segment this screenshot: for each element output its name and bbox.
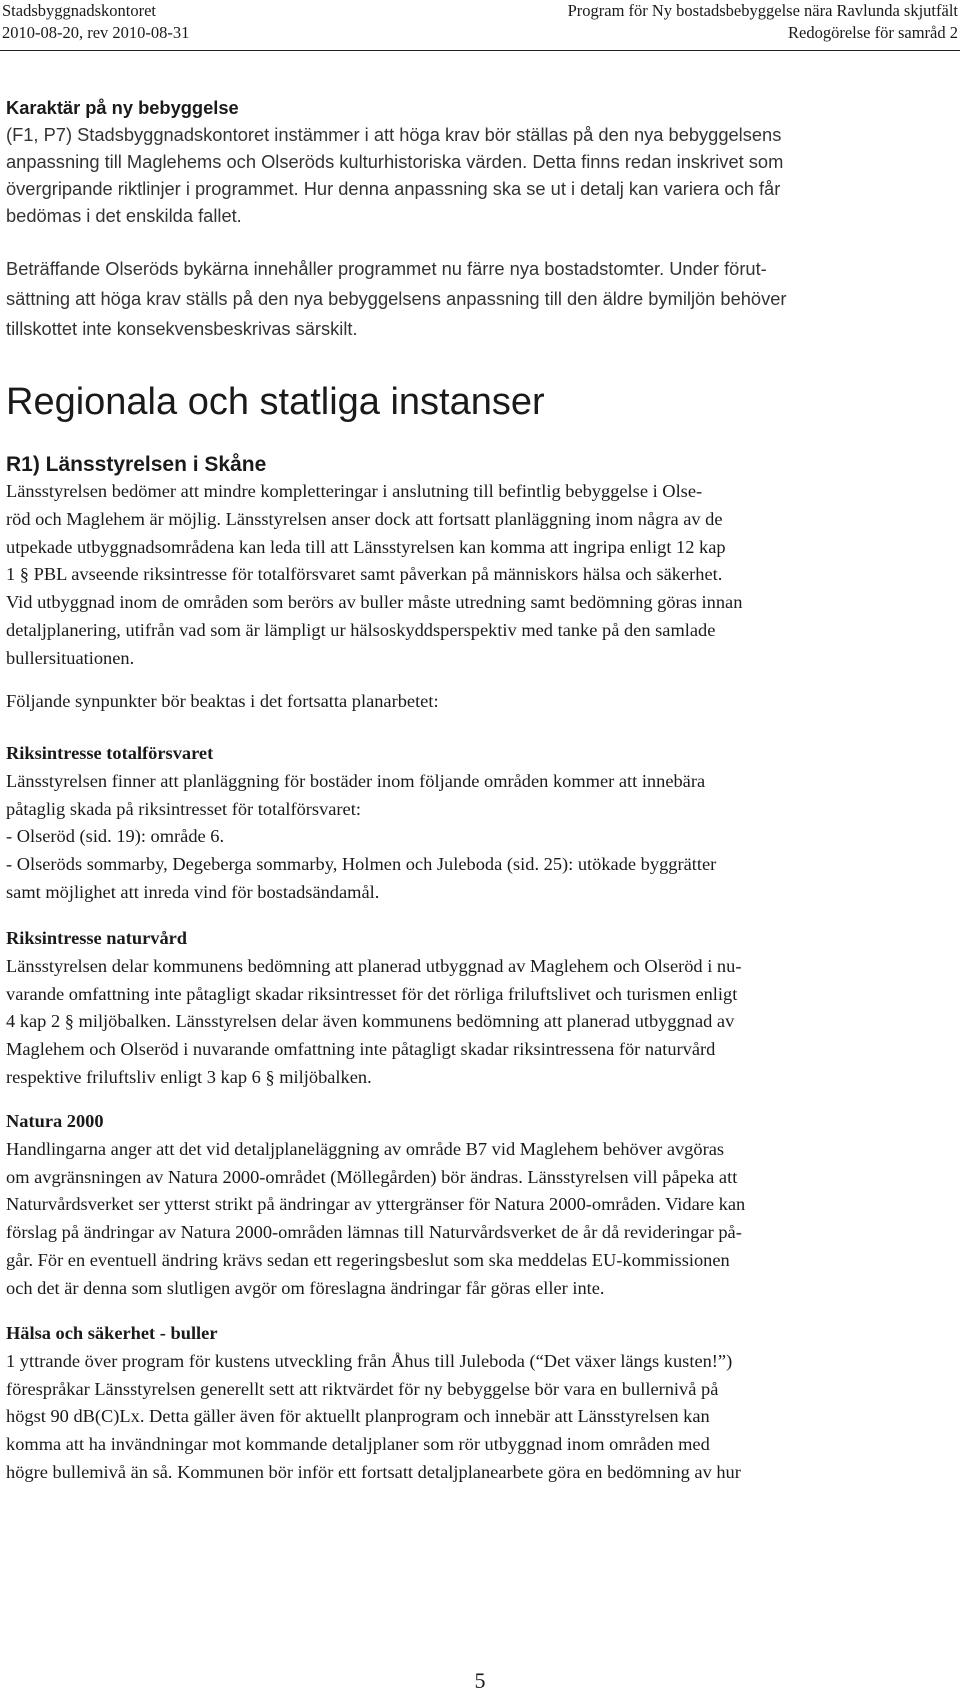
section-heading: Natura 2000 [6, 1111, 104, 1131]
page-section-title: Regionala och statliga instanser [6, 381, 545, 423]
text-line: utpekade utbyggnadsområdena kan leda till att Länsstyrelsen kan komma att ingripa enligt 12 kap [6, 536, 726, 557]
text-line: samt möjlighet att inreda vind för bostadsändamål. [6, 881, 380, 902]
text-line: - Olseröds sommarby, Degeberga sommarby, Holmen och Juleboda (sid. 25): utökade byggrätter [6, 854, 717, 875]
text-line: 1 yttrande över program för kustens utveckling från Åhus till Juleboda (“Det växer längs kusten!”) [6, 1350, 733, 1371]
following-points-text: Följande synpunkter bör beaktas i det fortsatta planarbetet: [6, 691, 439, 711]
text-line: sättning att höga krav ställs på den nya bebyggelsens anpassning till den äldre bymiljön behöver [6, 288, 787, 309]
lansstyrelsen-intro [6, 478, 956, 673]
text-line: Länsstyrelsen finner att planläggning för bostäder inom följande områden kommer att innebära [6, 770, 706, 791]
text-line: förslag på ändringar av Natura 2000-områden lämnas till Naturvårdsverket de år då revideringar på- [6, 1222, 742, 1243]
section-halsa-sakerhet-buller [6, 1320, 956, 1487]
text-line: anpassning till Maglehems och Olseröds kulturhistoriska värden. Detta finns redan inskrivet som [6, 151, 784, 172]
text-line: övergripande riktlinjer i programmet. Hur denna anpassning ska se ut i detalj kan variera och får [6, 178, 781, 199]
header-document-title: Redogörelse för samråd 2 [788, 23, 958, 42]
text-line: bedömas i det enskilda fallet. [6, 205, 242, 226]
text-line: går. För en eventuell ändring krävs sedan ett regeringsbeslut som ska meddelas EU-kommissionen [6, 1249, 730, 1270]
text-line: varande omfattning inte påtagligt skadar riksintresset för det rörliga friluftslivet och turismen enligt [6, 983, 738, 1004]
authority-heading: R1) Länsstyrelsen i Skåne [6, 453, 267, 476]
text-line: bullersituationen. [6, 647, 135, 668]
text-line: tillskottet inte konsekvensbeskrivas särskilt. [6, 318, 358, 339]
text-line: Naturvårdsverket ser ytterst strikt på ändringar av yttergränser för Natura 2000-områden. Vidare kan [6, 1194, 746, 1215]
header-date: 2010-08-20, rev 2010-08-31 [2, 23, 190, 42]
section-heading: Riksintresse naturvård [6, 928, 188, 948]
text-line: - Olseröd (sid. 19): område 6. [6, 826, 225, 847]
section-karaktar [6, 94, 956, 229]
karaktar-paragraph-1 [6, 121, 956, 229]
text-line: om avgränsningen av Natura 2000-området (Möllegården) bör ändras. Länsstyrelsen vill påpeka att [6, 1166, 738, 1187]
text-line: röd och Maglehem är möjlig. Länsstyrelsen anser dock att fortsatt planläggning inom några av de [6, 508, 723, 529]
text-line: 4 kap 2 § miljöbalken. Länsstyrelsen delar även kommunens bedömning att planerad utbyggnad av [6, 1011, 735, 1032]
text-line: påtaglig skada på riksintresset för totalförsvaret: [6, 798, 361, 819]
text-line: Maglehem och Olseröd i nuvarande omfattning inte påtagligt skadar riksintressena för naturvård [6, 1039, 716, 1060]
text-line: Handlingarna anger att det vid detaljplaneläggning av område B7 vid Maglehem behöver avgöras [6, 1138, 725, 1159]
text-line: Vid utbyggnad inom de områden som berörs av buller måste utredning samt bedömning göras innan [6, 592, 743, 613]
text-line: 1 § PBL avseende riksintresse för totalförsvaret samt påverkan på människors hälsa och säkerhet. [6, 564, 723, 585]
header-org: Stadsbyggnadskontoret [2, 1, 156, 20]
text-line: (F1, P7) Stadsbyggnadskontoret instämmer i att höga krav bör ställas på den nya bebyggelsens [6, 124, 782, 145]
text-line: Beträffande Olseröds bykärna innehåller programmet nu färre nya bostadstomter. Under förut- [6, 258, 767, 279]
text-line: komma att ha invändningar mot kommande detaljplaner som rör utbyggnad inom områden med [6, 1434, 710, 1455]
section-riksintresse-naturvard [6, 925, 956, 1092]
text-line: detaljplanering, utifrån vad som är lämpligt ur hälsoskyddsperspektiv med tanke på den samlade [6, 619, 716, 640]
text-line: Länsstyrelsen delar kommunens bedömning att planerad utbyggnad av Maglehem och Olseröd i nu- [6, 955, 742, 976]
text-line: Länsstyrelsen bedömer att mindre kompletteringar i anslutning till befintlig bebyggelse i Olse- [6, 481, 703, 501]
page-number: 5 [474, 1668, 486, 1693]
text-line: högre bullemivå än så. Kommunen bör inför ett fortsatt detaljplanearbete göra en bedömning av hur [6, 1461, 741, 1482]
section-riksintresse-totalforsvaret [6, 740, 956, 907]
section-natura-2000 [6, 1108, 956, 1303]
text-line: förespråkar Länsstyrelsen generellt sett att riktvärdet för ny bebyggelse bör vara en bullernivå på [6, 1378, 719, 1399]
text-line: respektive friluftsliv enligt 3 kap 6 § miljöbalken. [6, 1066, 372, 1087]
text-line: högst 90 dB(C)Lx. Detta gäller även för aktuellt planprogram och innebär att Länsstyrelsen kan [6, 1406, 710, 1427]
header-left [2, 0, 189, 44]
header-right [568, 0, 958, 44]
text-line: och det är denna som slutligen avgör om föreslagna ändringar får göras eller inte. [6, 1277, 605, 1298]
section-heading: Riksintresse totalförsvaret [6, 743, 214, 763]
section-heading: Hälsa och säkerhet - buller [6, 1323, 218, 1343]
header-divider [0, 50, 960, 51]
section-heading-karaktar: Karaktär på ny bebyggelse [6, 97, 239, 118]
karaktar-paragraph-2 [6, 254, 956, 344]
header-program-title: Program för Ny bostadsbebyggelse nära Ravlunda skjutfält [567, 1, 958, 20]
